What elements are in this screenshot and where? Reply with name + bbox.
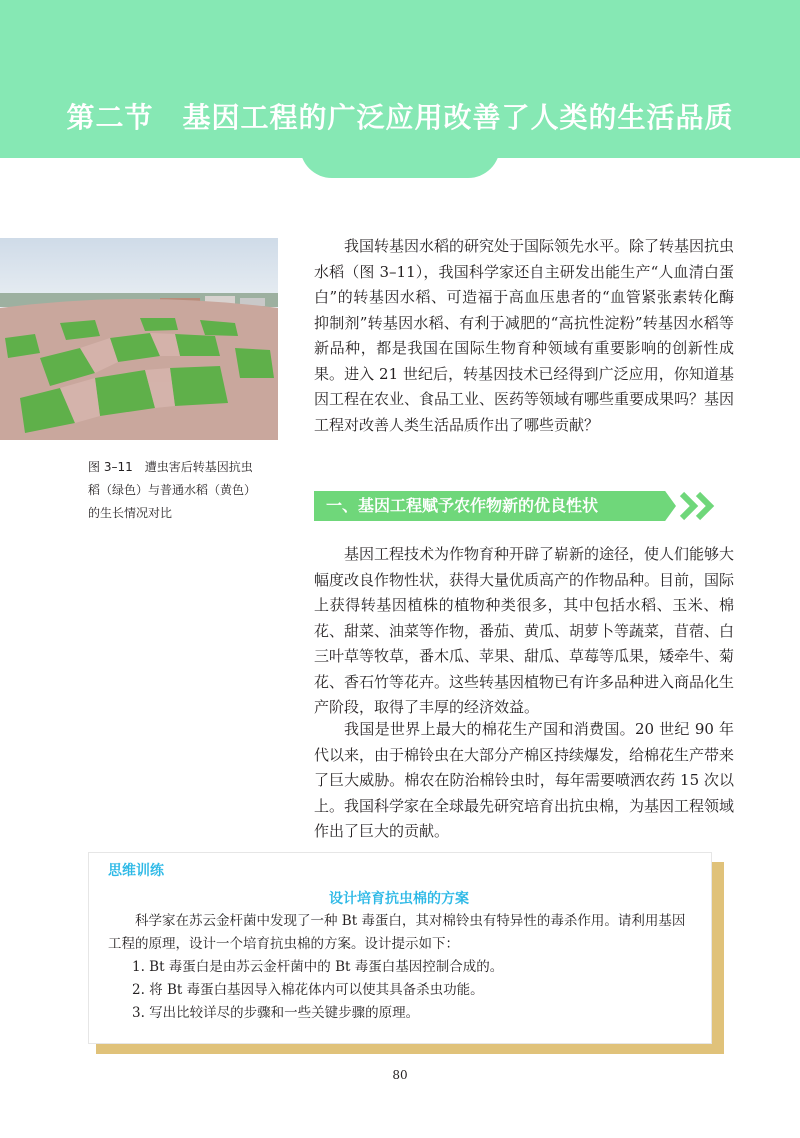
exercise-label: 思维训练 [108,863,164,879]
exercise-intro: 科学家在苏云金杆菌中发现了一种 Bt 毒蛋白，其对棉铃虫有特异性的毒杀作用。请利用基因工程的原理，设计一个培育抗虫棉的方案。设计提示如下： [108,913,686,952]
rice-field-illustration [0,238,278,440]
rice-field-photo [0,238,278,440]
double-chevron-icon [678,490,718,522]
cotton-paragraph: 我国是世界上最大的棉花生产国和消费国。20 世纪 90 年代以来，由于棉铃虫在大部分产棉区持续爆发，给棉花生产带来了巨大威胁。棉农在防治棉铃虫时，每年需要喷洒农药 15 次以上。我国科学家在全球最先研究培育出抗虫棉，为基因工程领域作出了巨大的贡献。 [314,720,735,840]
intro-paragraph: 我国转基因水稻的研究处于国际领先水平。除了转基因抗虫水稻（图 3–11），我国科学家还自主研发出能生产“人血清白蛋白”的转基因水稻、可造福于高血压患者的“血管紧张素转化酶抑制剂”转基因水稻、有利于减肥的“高抗性淀粉”转基因水稻等新品种，都是我国在国际生物育种领域有重要影响的创新性成果。进入 21 世纪后，转基因技术已经得到广泛应用，你知道基因工程在农业、食品工业、医药等领域有哪些重要成果吗？基因工程对改善人类生活品质作出了哪些贡献？ [314,237,735,434]
exercise-step: 3. 写出比较详尽的步骤和一些关键步骤的原理。 [132,1005,420,1021]
figure-caption-line: 图 3–11 遭虫害后转基因抗虫 [88,460,253,474]
figure-caption-line: 的生长情况对比 [88,506,173,520]
exercise-step: 1. Bt 毒蛋白是由苏云金杆菌中的 Bt 毒蛋白基因控制合成的。 [132,959,504,975]
exercise-title: 设计培育抗虫棉的方案 [329,891,469,907]
figure-caption-line: 稻（绿色）与普通水稻（黄色） [88,483,257,497]
section-heading: 一、基因工程赋予农作物新的优良性状 [326,496,599,515]
header-banner-tab [300,140,500,178]
exercise-step: 2. 将 Bt 毒蛋白基因导入棉花体内可以使其具备杀虫功能。 [132,982,484,998]
page-title: 第二节 基因工程的广泛应用改善了人类的生活品质 [66,101,734,134]
page-number: 80 [392,1068,408,1082]
crop-breeding-paragraph: 基因工程技术为作物育种开辟了崭新的途径，使人们能够大幅度改良作物性状，获得大量优质高产的作物品种。目前，国际上获得转基因植株的植物种类很多，其中包括水稻、玉米、棉花、甜菜、油菜等作物，番茄、黄瓜、胡萝卜等蔬菜，苜蓿、白三叶草等牧草，番木瓜、苹果、甜瓜、草莓等瓜果，矮牵牛、菊花、香石竹等花卉。这些转基因植物已有许多品种进入商品化生产阶段，取得了丰厚的经济效益。 [314,545,735,716]
figure-caption [88,456,288,525]
